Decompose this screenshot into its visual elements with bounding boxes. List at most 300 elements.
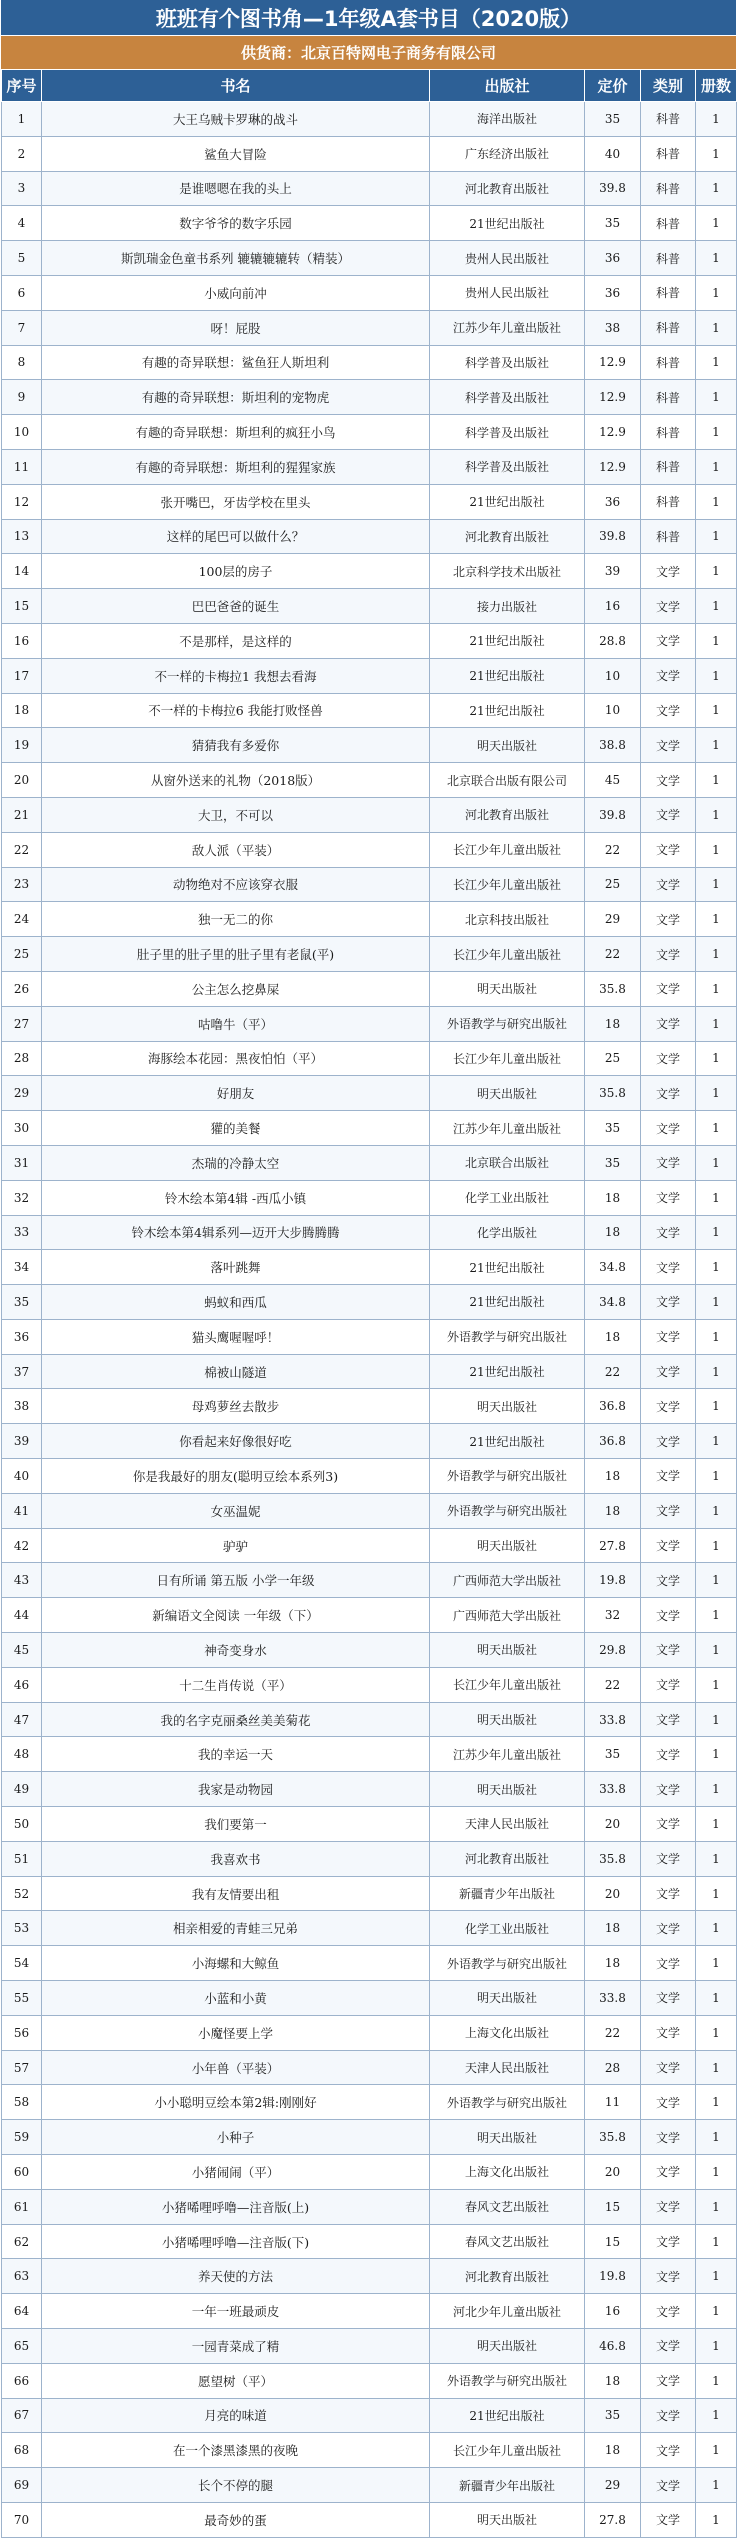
table-row — [2, 519, 737, 554]
cell-publisher: 科学普及出版社 — [430, 449, 585, 484]
cell-no: 24 — [2, 902, 42, 937]
cell-publisher: 外语教学与研究出版社 — [430, 2085, 585, 2120]
cell-publisher: 春风文艺出版社 — [430, 2189, 585, 2224]
cell-book-name: 小种子 — [42, 2120, 430, 2155]
cell-book-name: 愿望树（平） — [42, 2363, 430, 2398]
cell-category: 文学 — [641, 1633, 696, 1668]
cell-no: 62 — [2, 2224, 42, 2259]
table-row — [2, 2502, 737, 2537]
cell-no: 2 — [2, 136, 42, 171]
cell-quantity: 1 — [696, 2224, 737, 2259]
cell-price: 35 — [585, 1111, 641, 1146]
cell-quantity: 1 — [696, 1633, 737, 1668]
cell-no: 46 — [2, 1667, 42, 1702]
cell-price: 18 — [585, 1180, 641, 1215]
cell-no: 23 — [2, 867, 42, 902]
cell-price: 35.8 — [585, 2120, 641, 2155]
table-row — [2, 1911, 737, 1946]
table-row — [2, 902, 737, 937]
cell-publisher: 接力出版社 — [430, 589, 585, 624]
cell-no: 8 — [2, 345, 42, 380]
cell-quantity: 1 — [696, 484, 737, 519]
cell-category: 文学 — [641, 971, 696, 1006]
table-row — [2, 1598, 737, 1633]
cell-no: 66 — [2, 2363, 42, 2398]
cell-price: 39.8 — [585, 797, 641, 832]
cell-publisher: 河北教育出版社 — [430, 1841, 585, 1876]
cell-book-name: 铃木绘本第4辑 -西瓜小镇 — [42, 1180, 430, 1215]
cell-quantity: 1 — [696, 206, 737, 241]
cell-price: 33.8 — [585, 1772, 641, 1807]
cell-price: 35.8 — [585, 1076, 641, 1111]
cell-book-name: 猜猜我有多爱你 — [42, 728, 430, 763]
cell-no: 30 — [2, 1111, 42, 1146]
cell-no: 65 — [2, 2329, 42, 2364]
table-row — [2, 2433, 737, 2468]
cell-category: 文学 — [641, 1598, 696, 1633]
cell-no: 1 — [2, 102, 42, 137]
cell-no: 16 — [2, 623, 42, 658]
cell-publisher: 广西师范大学出版社 — [430, 1598, 585, 1633]
cell-publisher: 明天出版社 — [430, 2120, 585, 2155]
table-row — [2, 797, 737, 832]
cell-category: 文学 — [641, 2259, 696, 2294]
table-row — [2, 1702, 737, 1737]
table-row — [2, 2468, 737, 2503]
table-body — [2, 102, 737, 2538]
cell-book-name: 我有友情要出租 — [42, 1876, 430, 1911]
cell-quantity: 1 — [696, 1911, 737, 1946]
cell-book-name: 一园青菜成了精 — [42, 2329, 430, 2364]
cell-quantity: 1 — [696, 1389, 737, 1424]
cell-no: 40 — [2, 1459, 42, 1494]
cell-price: 28.8 — [585, 623, 641, 658]
cell-category: 文学 — [641, 1041, 696, 1076]
table-row — [2, 2085, 737, 2120]
table-row — [2, 1076, 737, 1111]
cell-quantity: 1 — [696, 971, 737, 1006]
cell-book-name: 在一个漆黑漆黑的夜晚 — [42, 2433, 430, 2468]
cell-no: 41 — [2, 1493, 42, 1528]
cell-no: 6 — [2, 275, 42, 310]
cell-price: 12.9 — [585, 449, 641, 484]
cell-quantity: 1 — [696, 275, 737, 310]
cell-price: 35 — [585, 2398, 641, 2433]
cell-publisher: 化学工业出版社 — [430, 1911, 585, 1946]
cell-no: 53 — [2, 1911, 42, 1946]
cell-no: 60 — [2, 2155, 42, 2190]
cell-book-name: 有趣的奇异联想：斯坦利的宠物虎 — [42, 380, 430, 415]
cell-price: 18 — [585, 1911, 641, 1946]
cell-publisher: 明天出版社 — [430, 2329, 585, 2364]
cell-book-name: 女巫温妮 — [42, 1493, 430, 1528]
cell-book-name: 斯凯瑞金色童书系列 辘辘辘辘转（精装） — [42, 241, 430, 276]
cell-quantity: 1 — [696, 1076, 737, 1111]
cell-category: 科普 — [641, 415, 696, 450]
cell-category: 文学 — [641, 2085, 696, 2120]
cell-publisher: 21世纪出版社 — [430, 1285, 585, 1320]
table-row — [2, 2294, 737, 2329]
cell-publisher: 长江少年儿童出版社 — [430, 1041, 585, 1076]
cell-publisher: 北京联合出版有限公司 — [430, 763, 585, 798]
cell-price: 20 — [585, 1807, 641, 1842]
cell-category: 文学 — [641, 1215, 696, 1250]
cell-category: 文学 — [641, 902, 696, 937]
cell-publisher: 21世纪出版社 — [430, 206, 585, 241]
cell-category: 文学 — [641, 1111, 696, 1146]
cell-book-name: 这样的尾巴可以做什么？ — [42, 519, 430, 554]
cell-price: 27.8 — [585, 2502, 641, 2537]
cell-price: 46.8 — [585, 2329, 641, 2364]
cell-publisher: 河北教育出版社 — [430, 519, 585, 554]
cell-price: 16 — [585, 2294, 641, 2329]
cell-publisher: 科学普及出版社 — [430, 380, 585, 415]
cell-price: 36 — [585, 484, 641, 519]
cell-category: 文学 — [641, 2502, 696, 2537]
cell-book-name: 数字爷爷的数字乐园 — [42, 206, 430, 241]
cell-price: 34.8 — [585, 1250, 641, 1285]
cell-no: 45 — [2, 1633, 42, 1668]
cell-category: 文学 — [641, 1459, 696, 1494]
table-row — [2, 1180, 737, 1215]
cell-category: 文学 — [641, 1389, 696, 1424]
table-row — [2, 728, 737, 763]
cell-quantity: 1 — [696, 1424, 737, 1459]
cell-no: 39 — [2, 1424, 42, 1459]
cell-quantity: 1 — [696, 2085, 737, 2120]
cell-publisher: 天津人民出版社 — [430, 1807, 585, 1842]
cell-price: 33.8 — [585, 1981, 641, 2016]
cell-no: 22 — [2, 832, 42, 867]
cell-quantity: 1 — [696, 1111, 737, 1146]
cell-price: 29.8 — [585, 1633, 641, 1668]
cell-category: 文学 — [641, 867, 696, 902]
cell-price: 22 — [585, 937, 641, 972]
cell-book-name: 小猪唏哩呼噜—注音版(下) — [42, 2224, 430, 2259]
table-row — [2, 345, 737, 380]
table-row — [2, 1319, 737, 1354]
cell-category: 文学 — [641, 693, 696, 728]
cell-publisher: 明天出版社 — [430, 1528, 585, 1563]
cell-price: 29 — [585, 2468, 641, 2503]
cell-price: 22 — [585, 2015, 641, 2050]
cell-no: 56 — [2, 2015, 42, 2050]
cell-book-name: 我家是动物园 — [42, 1772, 430, 1807]
cell-quantity: 1 — [696, 1006, 737, 1041]
cell-no: 59 — [2, 2120, 42, 2155]
cell-no: 29 — [2, 1076, 42, 1111]
cell-quantity: 1 — [696, 1598, 737, 1633]
table-row — [2, 2398, 737, 2433]
cell-no: 33 — [2, 1215, 42, 1250]
cell-publisher: 外语教学与研究出版社 — [430, 1319, 585, 1354]
cell-no: 17 — [2, 658, 42, 693]
cell-book-name: 独一无二的你 — [42, 902, 430, 937]
cell-publisher: 长江少年儿童出版社 — [430, 832, 585, 867]
cell-quantity: 1 — [696, 2468, 737, 2503]
table-row — [2, 1633, 737, 1668]
cell-quantity: 1 — [696, 1841, 737, 1876]
cell-price: 18 — [585, 1215, 641, 1250]
cell-category: 科普 — [641, 484, 696, 519]
table-row — [2, 763, 737, 798]
cell-category: 科普 — [641, 275, 696, 310]
table-row — [2, 658, 737, 693]
cell-quantity: 1 — [696, 2329, 737, 2364]
cell-price: 11 — [585, 2085, 641, 2120]
cell-quantity: 1 — [696, 1772, 737, 1807]
cell-no: 5 — [2, 241, 42, 276]
cell-quantity: 1 — [696, 2050, 737, 2085]
table-row — [2, 241, 737, 276]
cell-book-name: 猫头鹰喔喔呼！ — [42, 1319, 430, 1354]
cell-book-name: 从窗外送来的礼物（2018版） — [42, 763, 430, 798]
cell-publisher: 外语教学与研究出版社 — [430, 1006, 585, 1041]
cell-category: 科普 — [641, 171, 696, 206]
cell-quantity: 1 — [696, 1981, 737, 2016]
cell-book-name: 不是那样，是这样的 — [42, 623, 430, 658]
table-row — [2, 1807, 737, 1842]
cell-category: 文学 — [641, 2433, 696, 2468]
cell-publisher: 21世纪出版社 — [430, 623, 585, 658]
cell-no: 48 — [2, 1737, 42, 1772]
cell-no: 52 — [2, 1876, 42, 1911]
cell-publisher: 河北教育出版社 — [430, 2259, 585, 2294]
cell-price: 35.8 — [585, 971, 641, 1006]
table-row — [2, 1841, 737, 1876]
cell-no: 21 — [2, 797, 42, 832]
cell-price: 40 — [585, 136, 641, 171]
cell-publisher: 春风文艺出版社 — [430, 2224, 585, 2259]
cell-quantity: 1 — [696, 449, 737, 484]
table-row — [2, 867, 737, 902]
cell-no: 42 — [2, 1528, 42, 1563]
table-row — [2, 554, 737, 589]
table-row — [2, 2329, 737, 2364]
cell-category: 文学 — [641, 658, 696, 693]
cell-publisher: 化学出版社 — [430, 1215, 585, 1250]
cell-category: 文学 — [641, 1876, 696, 1911]
cell-quantity: 1 — [696, 728, 737, 763]
cell-no: 11 — [2, 449, 42, 484]
table-row — [2, 1145, 737, 1180]
cell-book-name: 一年一班最顽皮 — [42, 2294, 430, 2329]
cell-category: 文学 — [641, 1702, 696, 1737]
table-row — [2, 2363, 737, 2398]
cell-publisher: 科学普及出版社 — [430, 345, 585, 380]
cell-quantity: 1 — [696, 763, 737, 798]
cell-category: 文学 — [641, 1145, 696, 1180]
cell-price: 15 — [585, 2224, 641, 2259]
cell-book-name: 日有所诵 第五版 小学一年级 — [42, 1563, 430, 1598]
cell-publisher: 明天出版社 — [430, 1633, 585, 1668]
cell-book-name: 相亲相爱的青蛙三兄弟 — [42, 1911, 430, 1946]
cell-category: 科普 — [641, 206, 696, 241]
table-row — [2, 1424, 737, 1459]
cell-book-name: 小猪闹闹（平） — [42, 2155, 430, 2190]
cell-book-name: 你看起来好像很好吃 — [42, 1424, 430, 1459]
table-row — [2, 102, 737, 137]
cell-book-name: 大卫，不可以 — [42, 797, 430, 832]
cell-publisher: 21世纪出版社 — [430, 1354, 585, 1389]
table-row — [2, 937, 737, 972]
cell-no: 20 — [2, 763, 42, 798]
cell-price: 35 — [585, 1145, 641, 1180]
cell-quantity: 1 — [696, 2189, 737, 2224]
cell-book-name: 小蓝和小黄 — [42, 1981, 430, 2016]
cell-quantity: 1 — [696, 1563, 737, 1598]
cell-book-name: 落叶跳舞 — [42, 1250, 430, 1285]
cell-publisher: 北京科技出版社 — [430, 902, 585, 937]
cell-book-name: 棉被山隧道 — [42, 1354, 430, 1389]
cell-category: 文学 — [641, 1076, 696, 1111]
cell-price: 36 — [585, 241, 641, 276]
cell-no: 69 — [2, 2468, 42, 2503]
cell-no: 58 — [2, 2085, 42, 2120]
cell-book-name: 海豚绘本花园：黑夜怕怕（平） — [42, 1041, 430, 1076]
cell-no: 38 — [2, 1389, 42, 1424]
cell-book-name: 你是我最好的朋友(聪明豆绘本系列3) — [42, 1459, 430, 1494]
cell-category: 科普 — [641, 345, 696, 380]
cell-price: 35 — [585, 102, 641, 137]
sheet-title: 班班有个图书角—1年级A套书目（2020版） — [1, 0, 736, 36]
cell-quantity: 1 — [696, 867, 737, 902]
cell-category: 文学 — [641, 1807, 696, 1842]
cell-price: 18 — [585, 1319, 641, 1354]
table-row — [2, 1981, 737, 2016]
table-row — [2, 1459, 737, 1494]
cell-no: 27 — [2, 1006, 42, 1041]
table-header-row — [2, 70, 737, 102]
cell-quantity: 1 — [696, 2363, 737, 2398]
cell-price: 36.8 — [585, 1389, 641, 1424]
cell-no: 14 — [2, 554, 42, 589]
cell-publisher: 外语教学与研究出版社 — [430, 2363, 585, 2398]
cell-publisher: 新疆青少年出版社 — [430, 2468, 585, 2503]
cell-no: 63 — [2, 2259, 42, 2294]
cell-price: 29 — [585, 902, 641, 937]
cell-price: 35 — [585, 1737, 641, 1772]
cell-quantity: 1 — [696, 1459, 737, 1494]
cell-book-name: 动物绝对不应该穿衣服 — [42, 867, 430, 902]
cell-book-name: 蚂蚁和西瓜 — [42, 1285, 430, 1320]
cell-publisher: 外语教学与研究出版社 — [430, 1946, 585, 1981]
column-header-price: 定价 — [585, 70, 641, 102]
cell-quantity: 1 — [696, 1737, 737, 1772]
cell-price: 18 — [585, 2363, 641, 2398]
cell-no: 32 — [2, 1180, 42, 1215]
table-row — [2, 1250, 737, 1285]
cell-no: 57 — [2, 2050, 42, 2085]
cell-price: 18 — [585, 2433, 641, 2468]
cell-no: 61 — [2, 2189, 42, 2224]
cell-publisher: 明天出版社 — [430, 1772, 585, 1807]
cell-book-name: 小魔怪要上学 — [42, 2015, 430, 2050]
table-row — [2, 1563, 737, 1598]
cell-no: 70 — [2, 2502, 42, 2537]
cell-no: 9 — [2, 380, 42, 415]
table-row — [2, 832, 737, 867]
cell-category: 文学 — [641, 1250, 696, 1285]
cell-no: 10 — [2, 415, 42, 450]
cell-category: 文学 — [641, 1841, 696, 1876]
cell-no: 67 — [2, 2398, 42, 2433]
cell-category: 文学 — [641, 2363, 696, 2398]
cell-category: 文学 — [641, 623, 696, 658]
cell-publisher: 江苏少年儿童出版社 — [430, 1737, 585, 1772]
cell-book-name: 有趣的奇异联想：斯坦利的猩猩家族 — [42, 449, 430, 484]
cell-publisher: 21世纪出版社 — [430, 2398, 585, 2433]
cell-publisher: 上海文化出版社 — [430, 2155, 585, 2190]
cell-price: 22 — [585, 1354, 641, 1389]
cell-no: 13 — [2, 519, 42, 554]
cell-quantity: 1 — [696, 902, 737, 937]
table-row — [2, 2050, 737, 2085]
cell-publisher: 化学工业出版社 — [430, 1180, 585, 1215]
column-header-quantity: 册数 — [696, 70, 737, 102]
cell-category: 文学 — [641, 554, 696, 589]
cell-publisher: 河北教育出版社 — [430, 171, 585, 206]
cell-category: 文学 — [641, 2015, 696, 2050]
cell-price: 16 — [585, 589, 641, 624]
cell-publisher: 科学普及出版社 — [430, 415, 585, 450]
cell-publisher: 天津人民出版社 — [430, 2050, 585, 2085]
cell-category: 文学 — [641, 2398, 696, 2433]
cell-quantity: 1 — [696, 658, 737, 693]
cell-book-name: 小海螺和大鲸鱼 — [42, 1946, 430, 1981]
cell-price: 27.8 — [585, 1528, 641, 1563]
cell-book-name: 养天使的方法 — [42, 2259, 430, 2294]
table-row — [2, 2224, 737, 2259]
cell-no: 4 — [2, 206, 42, 241]
cell-category: 文学 — [641, 937, 696, 972]
cell-book-name: 是谁嗯嗯在我的头上 — [42, 171, 430, 206]
table-row — [2, 1772, 737, 1807]
table-row — [2, 171, 737, 206]
table-row — [2, 1389, 737, 1424]
cell-category: 文学 — [641, 1772, 696, 1807]
cell-category: 文学 — [641, 589, 696, 624]
cell-quantity: 1 — [696, 589, 737, 624]
cell-publisher: 贵州人民出版社 — [430, 275, 585, 310]
cell-publisher: 海洋出版社 — [430, 102, 585, 137]
cell-no: 28 — [2, 1041, 42, 1076]
cell-book-name: 咕噜牛（平） — [42, 1006, 430, 1041]
cell-category: 文学 — [641, 1981, 696, 2016]
cell-quantity: 1 — [696, 241, 737, 276]
column-header-no: 序号 — [2, 70, 42, 102]
supplier-banner: 供货商：北京百特网电子商务有限公司 — [1, 36, 736, 69]
cell-category: 文学 — [641, 2468, 696, 2503]
cell-price: 19.8 — [585, 2259, 641, 2294]
cell-book-name: 小年兽（平装） — [42, 2050, 430, 2085]
cell-book-name: 大王乌贼卡罗琳的战斗 — [42, 102, 430, 137]
cell-price: 18 — [585, 1946, 641, 1981]
cell-publisher: 21世纪出版社 — [430, 658, 585, 693]
table-row — [2, 415, 737, 450]
cell-category: 文学 — [641, 1319, 696, 1354]
table-row — [2, 136, 737, 171]
cell-quantity: 1 — [696, 1285, 737, 1320]
cell-quantity: 1 — [696, 1667, 737, 1702]
cell-no: 43 — [2, 1563, 42, 1598]
cell-no: 26 — [2, 971, 42, 1006]
cell-category: 文学 — [641, 1911, 696, 1946]
column-header-publisher: 出版社 — [430, 70, 585, 102]
cell-category: 文学 — [641, 2189, 696, 2224]
table-row — [2, 693, 737, 728]
table-row — [2, 275, 737, 310]
